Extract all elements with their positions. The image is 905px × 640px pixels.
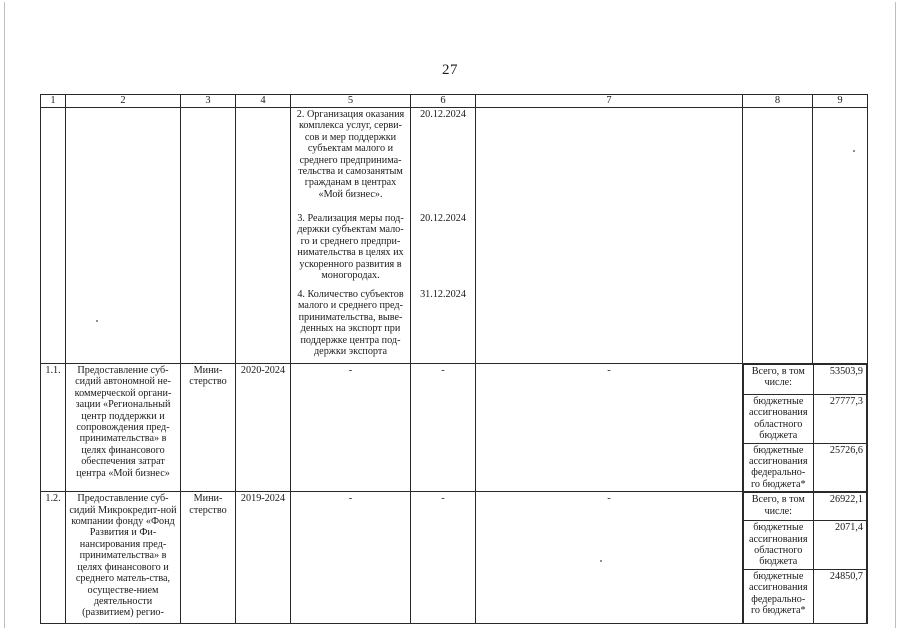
col6-value: -	[411, 364, 476, 492]
header-col-9: 9	[813, 95, 868, 108]
funding-table	[743, 364, 867, 491]
funding-value: 27777,3	[813, 395, 866, 444]
funding-block	[743, 492, 868, 624]
col7-value: -	[476, 492, 743, 624]
scan-speck	[96, 320, 98, 322]
continuation-row	[41, 108, 868, 364]
header-col-3: 3	[181, 95, 236, 108]
funding-label: бюджетные ассигнования областного бюджета	[744, 521, 814, 570]
header-col-8: 8	[743, 95, 813, 108]
result-date-2: 20.12.2024	[420, 109, 466, 120]
funding-label: Всего, в том числе:	[744, 493, 814, 521]
result-item-3: 3. Реализация меры под-держки субъектам мало-го и среднего предпри-нимательства в целях их ускоренного развития в моногородах.	[297, 213, 404, 282]
cont-cell-8	[743, 108, 813, 364]
header-col-7: 7	[476, 95, 743, 108]
header-row	[41, 95, 868, 108]
col5-value: -	[291, 492, 411, 624]
header-col-4: 4	[236, 95, 291, 108]
col6-value: -	[411, 492, 476, 624]
funding-row	[744, 569, 867, 623]
result-date-3: 20.12.2024	[420, 213, 466, 224]
result-item-4: 4. Количество субъектов малого и среднего пред-принимательства, выве-денных на экспорт при поддержке центра под-держки экспорта	[297, 289, 404, 358]
cont-cell-7	[476, 108, 743, 364]
measure-name: Предоставление суб-сидий автономной не-коммерческой органи-зации «Региональный центр поддержки и сопровождения пред-принимательства» в целях финансового обеспечения затрат центра «Мой бизнес»	[66, 364, 181, 492]
col7-value: -	[476, 364, 743, 492]
table-row-1-1	[41, 364, 868, 492]
funding-row	[744, 443, 867, 491]
cont-cell-1	[41, 108, 66, 364]
scan-speck	[600, 560, 602, 562]
header-col-5: 5	[291, 95, 411, 108]
funding-row	[744, 521, 867, 570]
header-col-6: 6	[411, 95, 476, 108]
period: 2020-2024	[236, 364, 291, 492]
scan-speck	[853, 150, 855, 152]
cont-cell-2	[66, 108, 181, 364]
result-item-2: 2. Организация оказания комплекса услуг, серви-сов и мер поддержки субъектам малого и среднего предпринима-тельства и самозанятым гражданам в центрах «Мой бизнес».	[296, 109, 405, 200]
funding-value: 25726,6	[813, 443, 866, 491]
col5-value: -	[291, 364, 411, 492]
table-row-1-2	[41, 492, 868, 624]
funding-table	[743, 492, 867, 623]
funding-label: бюджетные ассигнования федерально-го бюджета*	[744, 569, 814, 623]
page-number: 27	[442, 62, 458, 78]
funding-value: 26922,1	[813, 493, 866, 521]
funding-label: бюджетные ассигнования областного бюджета	[744, 395, 814, 444]
funding-row	[744, 365, 867, 395]
cont-cell-9	[813, 108, 868, 364]
cont-cell-results	[291, 108, 411, 364]
executor: Мини-стерство	[181, 492, 236, 624]
funding-row	[744, 493, 867, 521]
executor: Мини-стерство	[181, 364, 236, 492]
row-number: 1.1.	[41, 364, 66, 492]
cont-cell-3	[181, 108, 236, 364]
cont-cell-dates	[411, 108, 476, 364]
cont-cell-4	[236, 108, 291, 364]
header-col-2: 2	[66, 95, 181, 108]
header-col-1: 1	[41, 95, 66, 108]
period: 2019-2024	[236, 492, 291, 624]
funding-value: 53503,9	[813, 365, 866, 395]
funding-block	[743, 364, 868, 492]
funding-label: бюджетные ассигнования федерально-го бюджета*	[744, 443, 814, 491]
funding-label: Всего, в том числе:	[744, 365, 814, 395]
measure-name: Предоставление суб-сидий Микрокредит-ной компании фонду «Фонд Развития и Фи-нансирования пред-принимательства» в целях финансового и среднего матель-ства, осуществе-нием деятельности (развитием) регио-	[66, 492, 181, 624]
funding-value: 2071,4	[813, 521, 866, 570]
funding-value: 24850,7	[813, 569, 866, 623]
program-table	[40, 94, 868, 624]
funding-row	[744, 395, 867, 444]
result-date-4: 31.12.2024	[420, 289, 466, 300]
row-number: 1.2.	[41, 492, 66, 624]
